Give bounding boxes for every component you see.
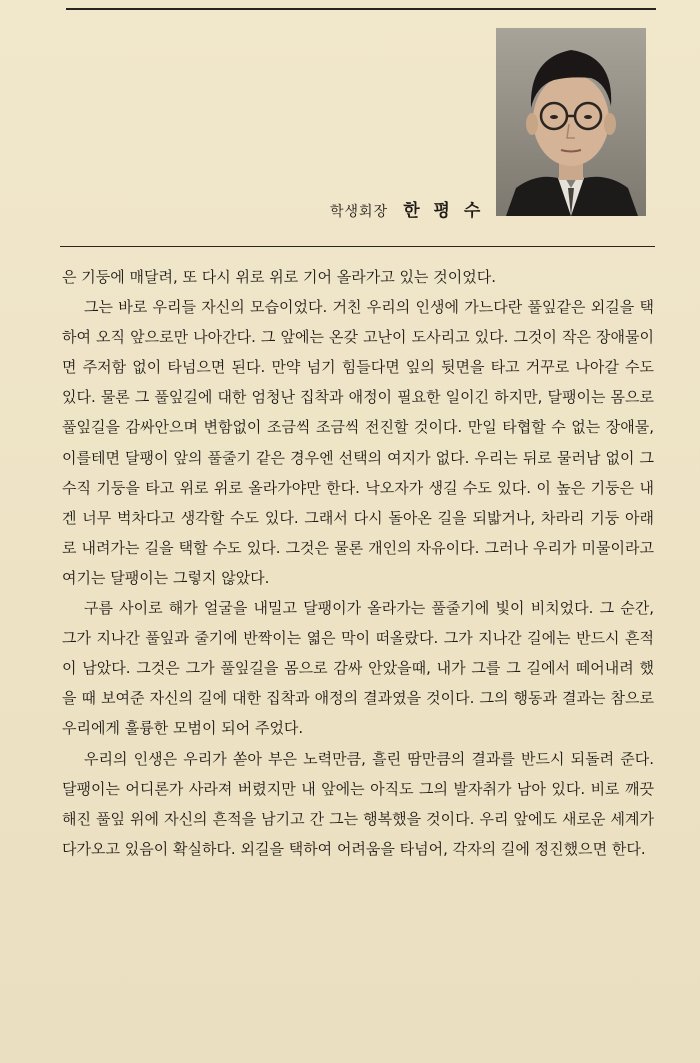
portrait-photo xyxy=(496,28,646,216)
author-caption xyxy=(330,196,484,221)
section-rule xyxy=(60,246,655,247)
paragraph: 우리의 인생은 우리가 쏟아 부은 노력만큼, 흘린 땀만큼의 결과를 반드시 되돌려 준다. 달팽이는 어디론가 사라져 버렸지만 내 앞에는 아직도 그의 발자취가 남아 있다. 비로 깨끗해진 풀잎 위에 자신의 흔적을 남기고 간 그는 행복했을 것이다. 우리 앞에도 새로운 세계가 다가오고 있음이 확실하다. 외길을 택하여 어려움을 타넘어, 각자의 길에 정진했으면 한다. xyxy=(62,749,654,858)
author-name: 한 평 수 xyxy=(403,201,485,221)
paragraph: 은 기둥에 매달려, 또 다시 위로 위로 기어 올라가고 있는 것이었다. xyxy=(62,268,496,286)
essay-body xyxy=(62,262,654,864)
paragraph: 그는 바로 우리들 자신의 모습이었다. 거친 우리의 인생에 가느다란 풀잎같은 외길을 택하여 오직 앞으로만 나아간다. 그 앞에는 온갖 고난이 도사리고 있다. 그것이 작은 장애물이면 주저함 없이 타넘으면 된다. 만약 넘기 힘들다면 잎의 뒷면을 타고 거꾸로 나아갈 수도 있다. 물론 그 풀잎길에 대한 엄청난 집착과 애정이 필요한 일이긴 하지만, 달팽이는 몸으로 풀잎길을 감싸안으며 변함없이 조금씩 조금씩 전진할 것이다. 만일 타협할 수 없는 장애물, 이를테면 달팽이 앞의 풀줄기 같은 경우엔 선택의 여지가 없다. 우리는 뒤로 물러남 없이 그 수직 기둥을 타고 위로 위로 올라가야만 한다. 낙오자가 생길 수도 있다. 이 높은 기둥은 내겐 너무 벅차다고 생각할 수도 있다. 그래서 다시 돌아온 길을 되밟거나, 차라리 기둥 아래로 내려가는 길을 택할 수도 있다. 그것은 물론 개인의 자유이다. 그러나 우리가 미물이라고 여기는 달팽이는 그렇지 않았다. xyxy=(62,298,654,587)
top-rule xyxy=(66,8,656,10)
author-role: 학생회장 xyxy=(330,204,389,220)
paragraph: 구름 사이로 해가 얼굴을 내밀고 달팽이가 올라가는 풀줄기에 빛이 비치었다. 그 순간, 그가 지나간 풀잎과 줄기에 반짝이는 엷은 막이 떠올랐다. 그가 지나간 길에는 반드시 흔적이 남았다. 그것은 그가 풀잎길을 몸으로 감싸 안았을때, 내가 그를 그 길에서 떼어내려 했을 때 보여준 자신의 길에 대한 집착과 애정의 결과였을 것이다. 그의 행동과 결과는 참으로 우리에게 훌륭한 모범이 되어 주었다. xyxy=(62,599,654,738)
